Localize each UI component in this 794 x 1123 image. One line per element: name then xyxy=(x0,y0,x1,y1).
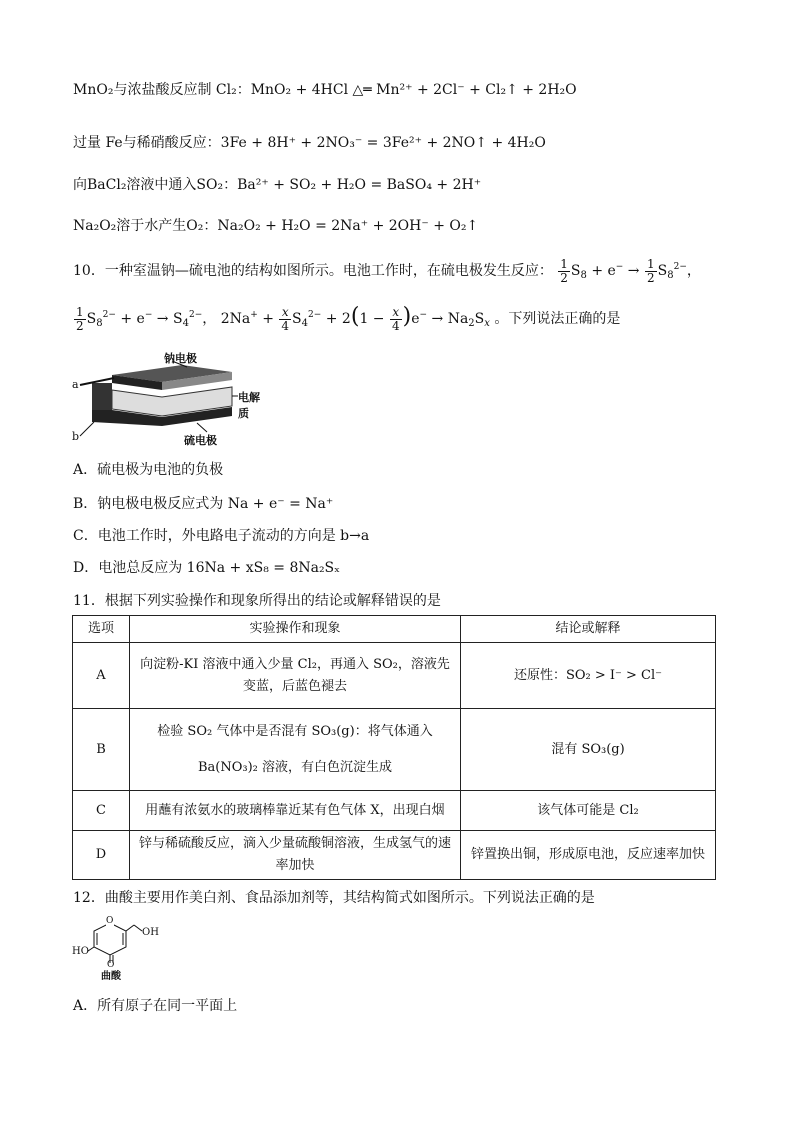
label-sulfur-electrode: 硫电极 xyxy=(184,434,217,447)
table-row xyxy=(73,643,716,709)
row-conclusion: 混有 SO₃(g) xyxy=(461,709,716,791)
table-row xyxy=(73,831,716,880)
row-conclusion: 还原性：SO₂ > I⁻ > Cl⁻ xyxy=(461,643,716,709)
q11-stem: 11．根据下列实验操作和现象所得出的结论或解释错误的是 xyxy=(73,593,441,609)
battery-figure xyxy=(72,350,262,450)
row-operation: 锌与稀硫酸反应，滴入少量硫酸铜溶液，生成氢气的速率加快 xyxy=(130,831,461,880)
table-row xyxy=(73,791,716,831)
table-header-row xyxy=(73,616,716,643)
label-sodium-electrode: 钠电极 xyxy=(164,352,197,365)
q10-reaction-2: $\frac{1}{2}$ $S_8^{2-} + e^- \to S_4^{2-}$， xyxy=(76,304,221,333)
q9-option-d: Na₂O₂溶于水产生O₂：Na₂O₂ + H₂O = 2Na⁺ + 2OH⁻ + O₂↑ xyxy=(73,218,479,234)
q12-stem: 12．曲酸主要用作美白剂、食品添加剂等，其结构简式如图所示。下列说法正确的是 xyxy=(73,890,595,906)
row-conclusion: 该气体可能是 Cl₂ xyxy=(461,791,716,831)
kojic-acid-figure xyxy=(72,915,162,982)
label-oh-right: OH xyxy=(142,927,159,938)
q9-option-c: 向BaCl₂溶液中通入SO₂：Ba²⁺ + SO₂ + H₂O = BaSO₄ + 2H⁺ xyxy=(73,177,482,193)
row-option: B xyxy=(73,709,130,791)
q9-option-a: MnO₂与浓盐酸反应制 Cl₂：MnO₂ + 4HCl △═ Mn²⁺ + 2Cl⁻ + Cl₂↑ + 2H₂O xyxy=(73,82,577,98)
q11-table xyxy=(72,615,716,880)
label-compound-name: 曲酸 xyxy=(101,971,121,982)
header-option: 选项 xyxy=(73,616,130,643)
q9-option-b: 过量 Fe与稀硝酸反应：3Fe + 8H⁺ + 2NO₃⁻ = 3Fe²⁺ + 2NO↑ + 4H₂O xyxy=(73,135,546,151)
q10-option-c: C．电池工作时，外电路电子流动的方向是 b→a xyxy=(73,528,370,544)
q10-option-a: A．硫电极为电池的负极 xyxy=(73,462,224,478)
label-ring-oxygen: O xyxy=(106,916,114,926)
row-option: C xyxy=(73,791,130,831)
row-operation: 向淀粉-KI 溶液中通入少量 Cl₂，再通入 SO₂，溶液先变蓝，后蓝色褪去 xyxy=(130,643,461,709)
row-conclusion: 锌置换出铜，形成原电池，反应速率加快 xyxy=(461,831,716,880)
row-option: A xyxy=(73,643,130,709)
q10-stem-text: 10．一种室温钠—硫电池的结构如图所示。电池工作时，在硫电极发生反应： xyxy=(73,263,553,279)
q10-reaction-3: 2Na+ + $\frac{x}{4}$ $S_4^{2-} + 2(1$ − $\frac{x}{4}$ )$e^- \to Na_2S_x$ xyxy=(220,304,490,333)
row-operation: 检验 SO₂ 气体中是否混有 SO₃(g)：将气体通入 Ba(NO₃)₂ 溶液，有白色沉淀生成 xyxy=(130,709,461,791)
q10-option-d: D．电池总反应为 16Na + xS₈ = 8Na₂Sₓ xyxy=(73,560,341,576)
table-row xyxy=(73,709,716,791)
label-carbonyl-oxygen: O xyxy=(107,960,115,970)
row-option: D xyxy=(73,831,130,880)
q10-stem-line1 xyxy=(73,257,701,286)
q10-stem-line2 xyxy=(73,305,620,334)
q12-option-a: A．所有原子在同一平面上 xyxy=(73,998,238,1014)
q10-stem-end: 。下列说法正确的是 xyxy=(494,311,621,327)
header-operation: 实验操作和现象 xyxy=(130,616,461,643)
label-terminal-b: b xyxy=(72,430,80,443)
q10-reaction-1: $\frac{1}{2}$ $S_8 + e^-$ → $\frac{1}{2}$ $S_8^{2-}$， xyxy=(560,256,701,285)
label-terminal-a: a xyxy=(72,378,79,391)
q10-option-b: B．钠电极电极反应式为 Na + e⁻ = Na⁺ xyxy=(73,496,334,512)
label-ho-left: HO xyxy=(72,946,89,957)
header-conclusion: 结论或解释 xyxy=(461,616,716,643)
label-electrolyte: 电解质 xyxy=(238,391,260,420)
row-operation: 用蘸有浓氨水的玻璃棒靠近某有色气体 X，出现白烟 xyxy=(130,791,461,831)
